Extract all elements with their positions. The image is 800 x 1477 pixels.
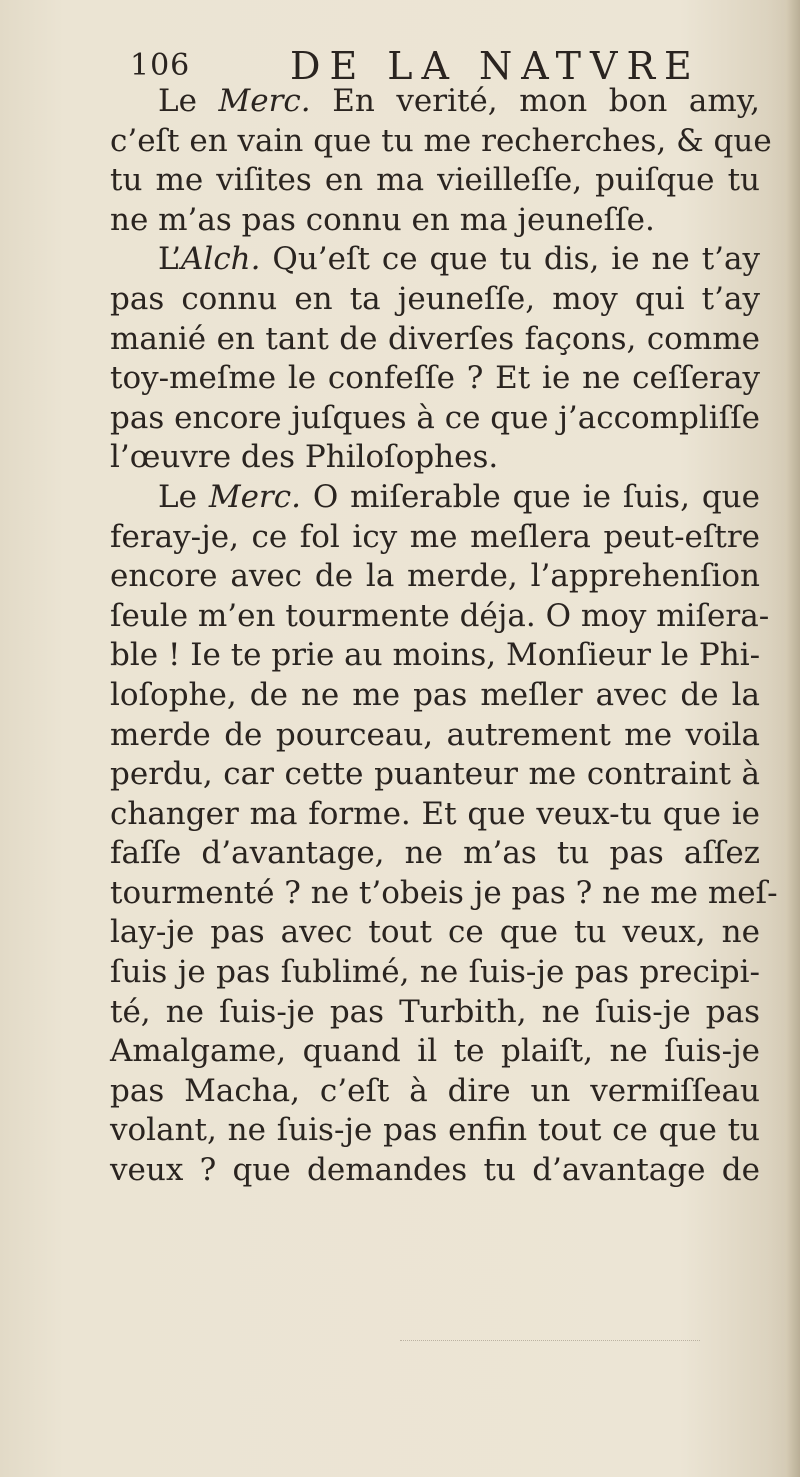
text-line: encore avec de la merde, l’apprehenſion xyxy=(110,558,760,595)
text-line: ble ! Ie te prie au moins, Monſieur le Phi- xyxy=(110,637,761,674)
text-line: loſophe, de ne me pas meſler avec de la xyxy=(110,676,760,713)
text-line: Le Merc. O miſerable que ie ſuis, que xyxy=(158,478,760,515)
text-line: volant, ne ſuis-je pas enfin tout ce que tu xyxy=(110,1112,760,1149)
text-line: toy-meſme le confeſſe ? Et ie ne ceſſeray xyxy=(110,360,760,397)
text-line: pas connu en ta jeuneſſe, moy qui t’ay xyxy=(110,280,760,317)
text-line: faſſe d’avantage, ne m’as tu pas aſſez xyxy=(110,835,760,872)
body-text xyxy=(110,82,778,1191)
text-line: feray-je, ce fol icy me meſlera peut-eſtre xyxy=(110,518,760,555)
text-line: ſeule m’en tourmente déja. O moy miſera- xyxy=(110,597,770,634)
text-line: l’œuvre des Philoſophes. xyxy=(110,439,499,476)
text-line: changer ma forme. Et que veux-tu que ie xyxy=(110,795,760,832)
text-line: merde de pourceau, autrement me voila xyxy=(110,716,760,753)
text-line: tourmenté ? ne t’obeis je pas ? ne me meſ- xyxy=(110,874,778,911)
text-line: Amalgame, quand il te plaiſt, ne ſuis-je xyxy=(110,1033,760,1070)
text-line: Le Merc. En verité, mon bon amy, xyxy=(158,83,760,119)
text-line: c’eſt en vain que tu me recherches, & que xyxy=(110,122,772,159)
text-line: manié en tant de diverſes façons, comme xyxy=(110,320,760,357)
text-line: té, ne ſuis-je pas Turbith, ne ſuis-je pas xyxy=(110,993,760,1030)
text-line: L’Alch. Qu’eſt ce que tu dis, ie ne t’ay xyxy=(158,241,760,278)
running-title: DE LA NATVRE xyxy=(290,44,701,88)
text-line: pas Macha, c’eſt à dire un vermiſſeau xyxy=(110,1072,760,1109)
text-line: perdu, car cette puanteur me contraint à xyxy=(110,756,760,793)
page-edge xyxy=(786,0,800,1477)
text-line: pas encore juſques à ce que j’accompliſſe xyxy=(110,399,761,436)
speaker-name: Merc. xyxy=(208,478,301,515)
text-line: lay-je pas avec tout ce que tu veux, ne xyxy=(110,914,760,951)
text-line: ſuis je pas ſublimé, ne ſuis-je pas precipi- xyxy=(110,954,760,991)
print-marks xyxy=(400,1340,700,1361)
speaker-name: Alch. xyxy=(181,241,261,278)
text-line: tu me viſites en ma vieilleſſe, puiſque tu xyxy=(110,162,760,199)
speaker-name: Merc. xyxy=(218,83,311,119)
page-number: 106 xyxy=(130,48,191,83)
text-line: veux ? que demandes tu d’avantage de xyxy=(110,1152,760,1189)
text-line: ne m’as pas connu en ma jeuneſſe. xyxy=(110,201,655,238)
